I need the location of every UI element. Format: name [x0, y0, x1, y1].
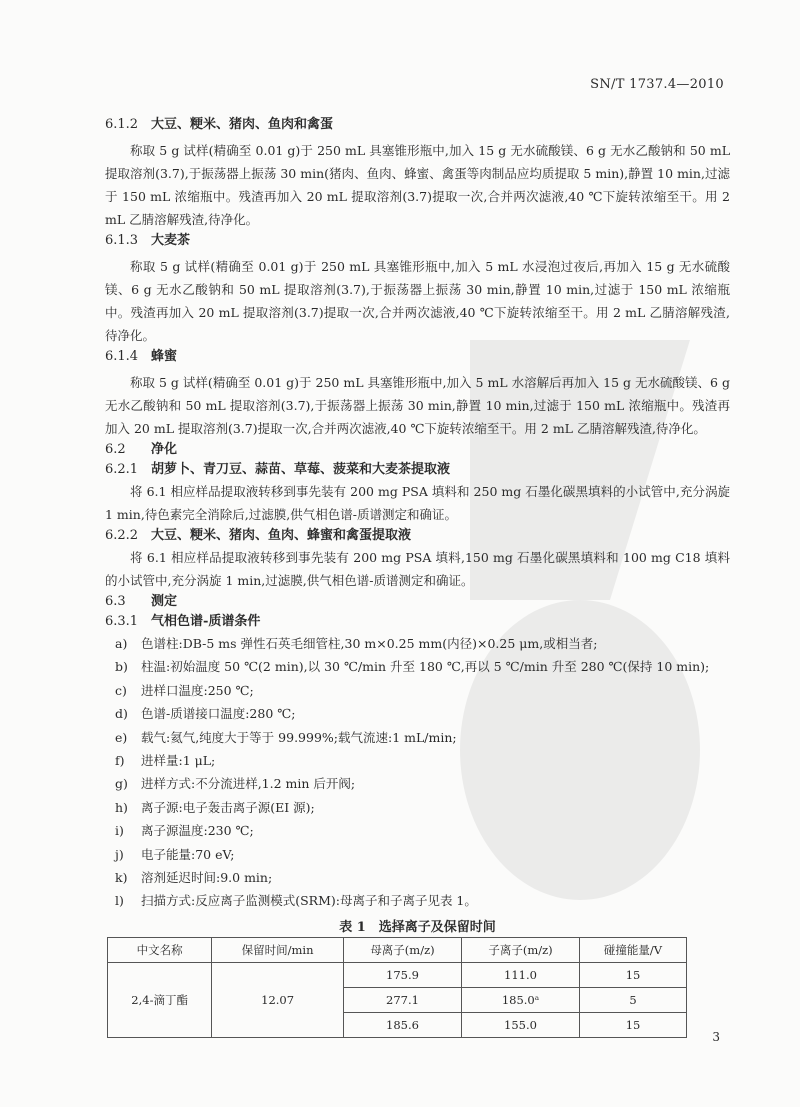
column-header: 母离子(m/z): [343, 937, 461, 962]
retention-time-cell: 12.07: [212, 962, 344, 1037]
section-text-6-1-4: 称取 5 g 试样(精确至 0.01 g)于 250 mL 具塞锥形瓶中,加入 5 mL 水溶解后再加入 15 g 无水硫酸镁、6 g 无水乙酸钠和 50 mL 提取溶剂(3.7),于振荡器上振荡 30 min,静置 10 min,过滤于 150 mL 浓缩瓶中。残渣再加入 20 mL 提取溶剂(3.7)提取一次,合并两次滤液,40 ℃下旋转浓缩至干。用 2 mL 乙腈溶解残渣,待净化。: [105, 375, 730, 436]
section-heading-6-2-2: 6.2.2 大豆、粳米、猪肉、鱼肉、蜂蜜和禽蛋提取液: [105, 528, 412, 543]
table-row: [108, 962, 687, 987]
list-item: f) 进样量:1 μL;: [115, 753, 216, 769]
list-item: c) 进样口温度:250 ℃;: [115, 682, 254, 698]
section-heading-6-1-3: 6.1.3 大麦茶: [105, 233, 191, 248]
table-cell: 185.0ᵃ: [461, 987, 579, 1012]
list-item: g) 进样方式:不分流进样,1.2 min 后开阀;: [115, 776, 356, 792]
list-item: l) 扫描方式:反应离子监测模式(SRM):母离子和子离子见表 1。: [115, 893, 477, 909]
list-item: e) 载气:氦气,纯度大于等于 99.999%;载气流速:1 mL/min;: [115, 729, 457, 745]
table-cell: 277.1: [343, 987, 461, 1012]
column-header: 子离子(m/z): [461, 937, 579, 962]
section-text-6-1-2: 称取 5 g 试样(精确至 0.01 g)于 250 mL 具塞锥形瓶中,加入 15 g 无水硫酸镁、6 g 无水乙酸钠和 50 mL 提取溶剂(3.7),于振荡器上振荡 30 min(猪肉、鱼肉、蜂蜜、禽蛋等肉制品应均质提取 5 min),静置 10 min,过滤于 150 mL 浓缩瓶中。残渣再加入 20 mL 提取溶剂(3.7)提取一次,合并两次滤液,40 ℃下旋转浓缩至干。用 2 mL 乙腈溶解残渣,待净化。: [105, 143, 730, 227]
table-cell: 155.0: [461, 1012, 579, 1037]
table-cell: 185.6: [343, 1012, 461, 1037]
standard-number: SN/T 1737.4—2010: [590, 77, 724, 92]
column-header: 中文名称: [108, 937, 212, 962]
list-item: k) 溶剂延迟时间:9.0 min;: [115, 870, 273, 886]
list-item: a) 色谱柱:DB-5 ms 弹性石英毛细管柱,30 m×0.25 mm(内径)×0.25 μm,或相当者;: [115, 636, 598, 651]
compound-name-cell: 2,4-滴丁酯: [108, 962, 212, 1037]
section-text-6-1-3: 称取 5 g 试样(精确至 0.01 g)于 250 mL 具塞锥形瓶中,加入 5 mL 水浸泡过夜后,再加入 15 g 无水硫酸镁、6 g 无水乙酸钠和 50 mL 提取溶剂(3.7),于振荡器上振荡 30 min,静置 10 min,过滤于 150 mL 浓缩瓶中。残渣再加入 20 mL 提取溶剂(3.7)提取一次,合并两次滤液,40 ℃下旋转浓缩至干。用 2 mL 乙腈溶解残渣,待净化。: [105, 259, 730, 343]
section-heading-6-1-2: 6.1.2 大豆、粳米、猪肉、鱼肉和禽蛋: [105, 117, 334, 132]
section-heading-6-1-4: 6.1.4 蜂蜜: [105, 349, 178, 364]
section-heading-6-3: 6.3 测定: [105, 594, 178, 609]
table-cell: 111.0: [461, 962, 579, 987]
table-cell: 175.9: [343, 962, 461, 987]
list-item: b) 柱温:初始温度 50 ℃(2 min),以 30 ℃/min 升至 180 ℃,再以 5 ℃/min 升至 280 ℃(保持 10 min);: [115, 659, 710, 675]
table-cell: 5: [580, 987, 687, 1012]
table-header-row: [108, 937, 687, 962]
section-text-6-2-1: 将 6.1 相应样品提取液转移到事先装有 200 mg PSA 填料和 250 mg 石墨化碳黑填料的小试管中,充分涡旋 1 min,待色素完全消除后,过滤膜,供气相色谱-质谱测定和确证。: [105, 484, 730, 522]
column-header: 保留时间/min: [212, 937, 344, 962]
section-heading-6-2: 6.2 净化: [105, 442, 178, 457]
section-heading-6-2-1: 6.2.1 胡萝卜、青刀豆、蒜苗、草莓、菠菜和大麦茶提取液: [105, 462, 451, 477]
list-item: d) 色谱-质谱接口温度:280 ℃;: [115, 706, 296, 722]
column-header: 碰撞能量/V: [580, 937, 687, 962]
table-cell: 15: [580, 962, 687, 987]
section-heading-6-3-1: 6.3.1 气相色谱-质谱条件: [105, 614, 261, 629]
list-item: j) 电子能量:70 eV;: [115, 846, 235, 862]
ion-table: [107, 937, 687, 1038]
page-number: 3: [712, 1030, 720, 1044]
list-item: i) 离子源温度:230 ℃;: [115, 823, 254, 839]
list-item: h) 离子源:电子轰击离子源(EI 源);: [115, 799, 315, 815]
document-body: [105, 115, 730, 1038]
gcms-conditions-list: [105, 632, 730, 913]
table-cell: 15: [580, 1012, 687, 1037]
section-text-6-2-2: 将 6.1 相应样品提取液转移到事先装有 200 mg PSA 填料,150 mg 石墨化碳黑填料和 100 mg C18 填料的小试管中,充分涡旋 1 min,过滤膜,供气相色谱-质谱测定和确证。: [105, 550, 730, 588]
table-caption: 表 1 选择离子及保留时间: [339, 919, 496, 935]
